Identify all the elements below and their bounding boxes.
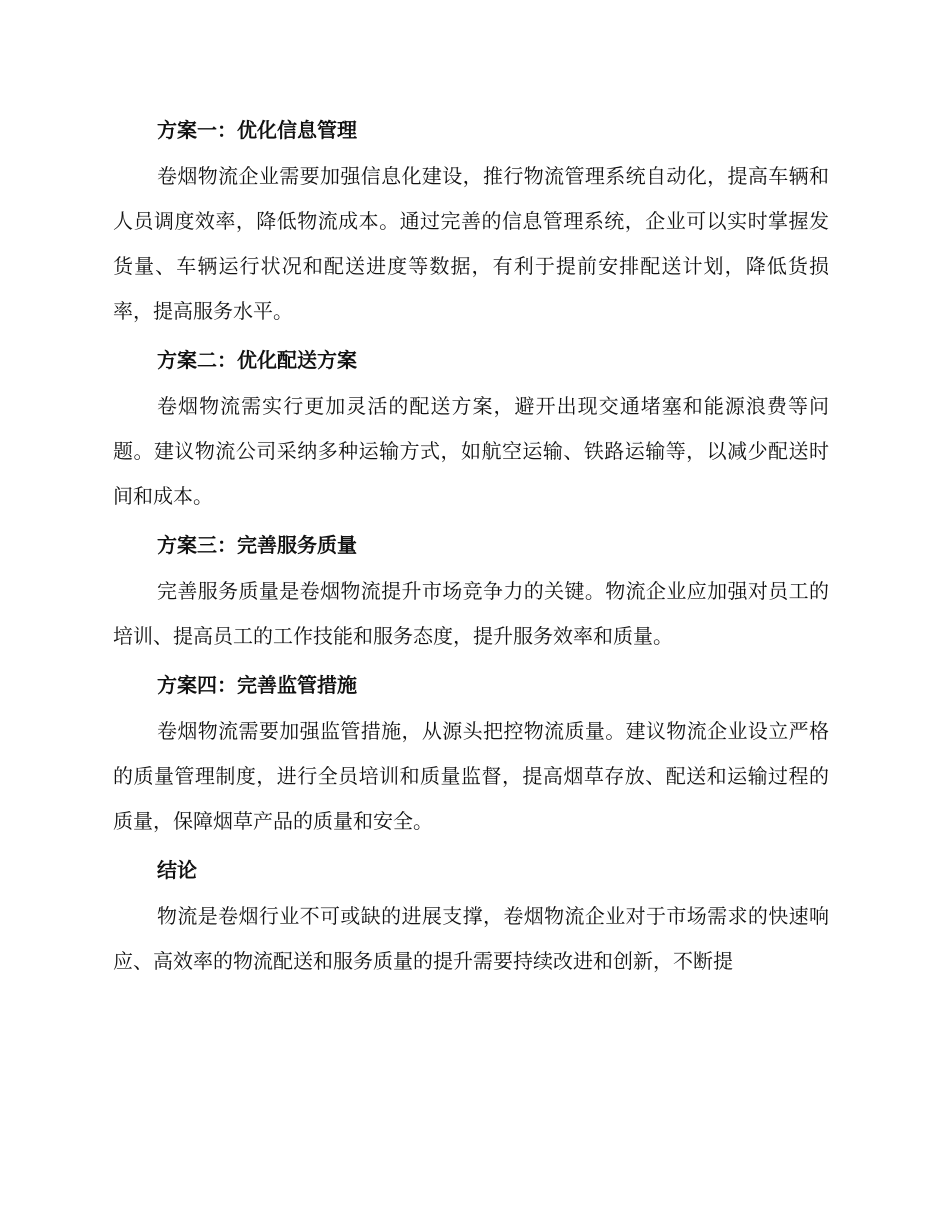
section-heading-3: 方案三：完善服务质量 [157, 533, 357, 557]
document-body [113, 108, 829, 988]
section-heading-2: 方案二：优化配送方案 [157, 348, 357, 372]
section-paragraph-1: 卷烟物流企业需要加强信息化建设，推行物流管理系统自动化，提高车辆和人员调度效率，降低物流成本。通过完善的信息管理系统，企业可以实时掌握发货量、车辆运行状况和配送进度等数据，有利于提前安排配送计划，降低货损率，提高服务水平。 [113, 164, 829, 323]
section-heading-conclusion: 结论 [157, 858, 197, 882]
section-heading-1: 方案一：优化信息管理 [157, 118, 357, 142]
section-paragraph-3: 完善服务质量是卷烟物流提升市场竞争力的关键。物流企业应加强对员工的培训、提高员工的工作技能和服务态度，提升服务效率和质量。 [113, 579, 829, 648]
section-heading-4: 方案四：完善监管措施 [157, 673, 357, 697]
section-paragraph-4: 卷烟物流需要加强监管措施，从源头把控物流质量。建议物流企业设立严格的质量管理制度，进行全员培训和质量监督，提高烟草存放、配送和运输过程的质量，保障烟草产品的质量和安全。 [113, 719, 829, 833]
section-paragraph-2: 卷烟物流需实行更加灵活的配送方案，避开出现交通堵塞和能源浪费等问题。建议物流公司采纳多种运输方式，如航空运输、铁路运输等，以减少配送时间和成本。 [113, 394, 829, 508]
section-paragraph-conclusion: 物流是卷烟行业不可或缺的进展支撑，卷烟物流企业对于市场需求的快速响应、高效率的物流配送和服务质量的提升需要持续改进和创新，不断提 [113, 904, 829, 973]
